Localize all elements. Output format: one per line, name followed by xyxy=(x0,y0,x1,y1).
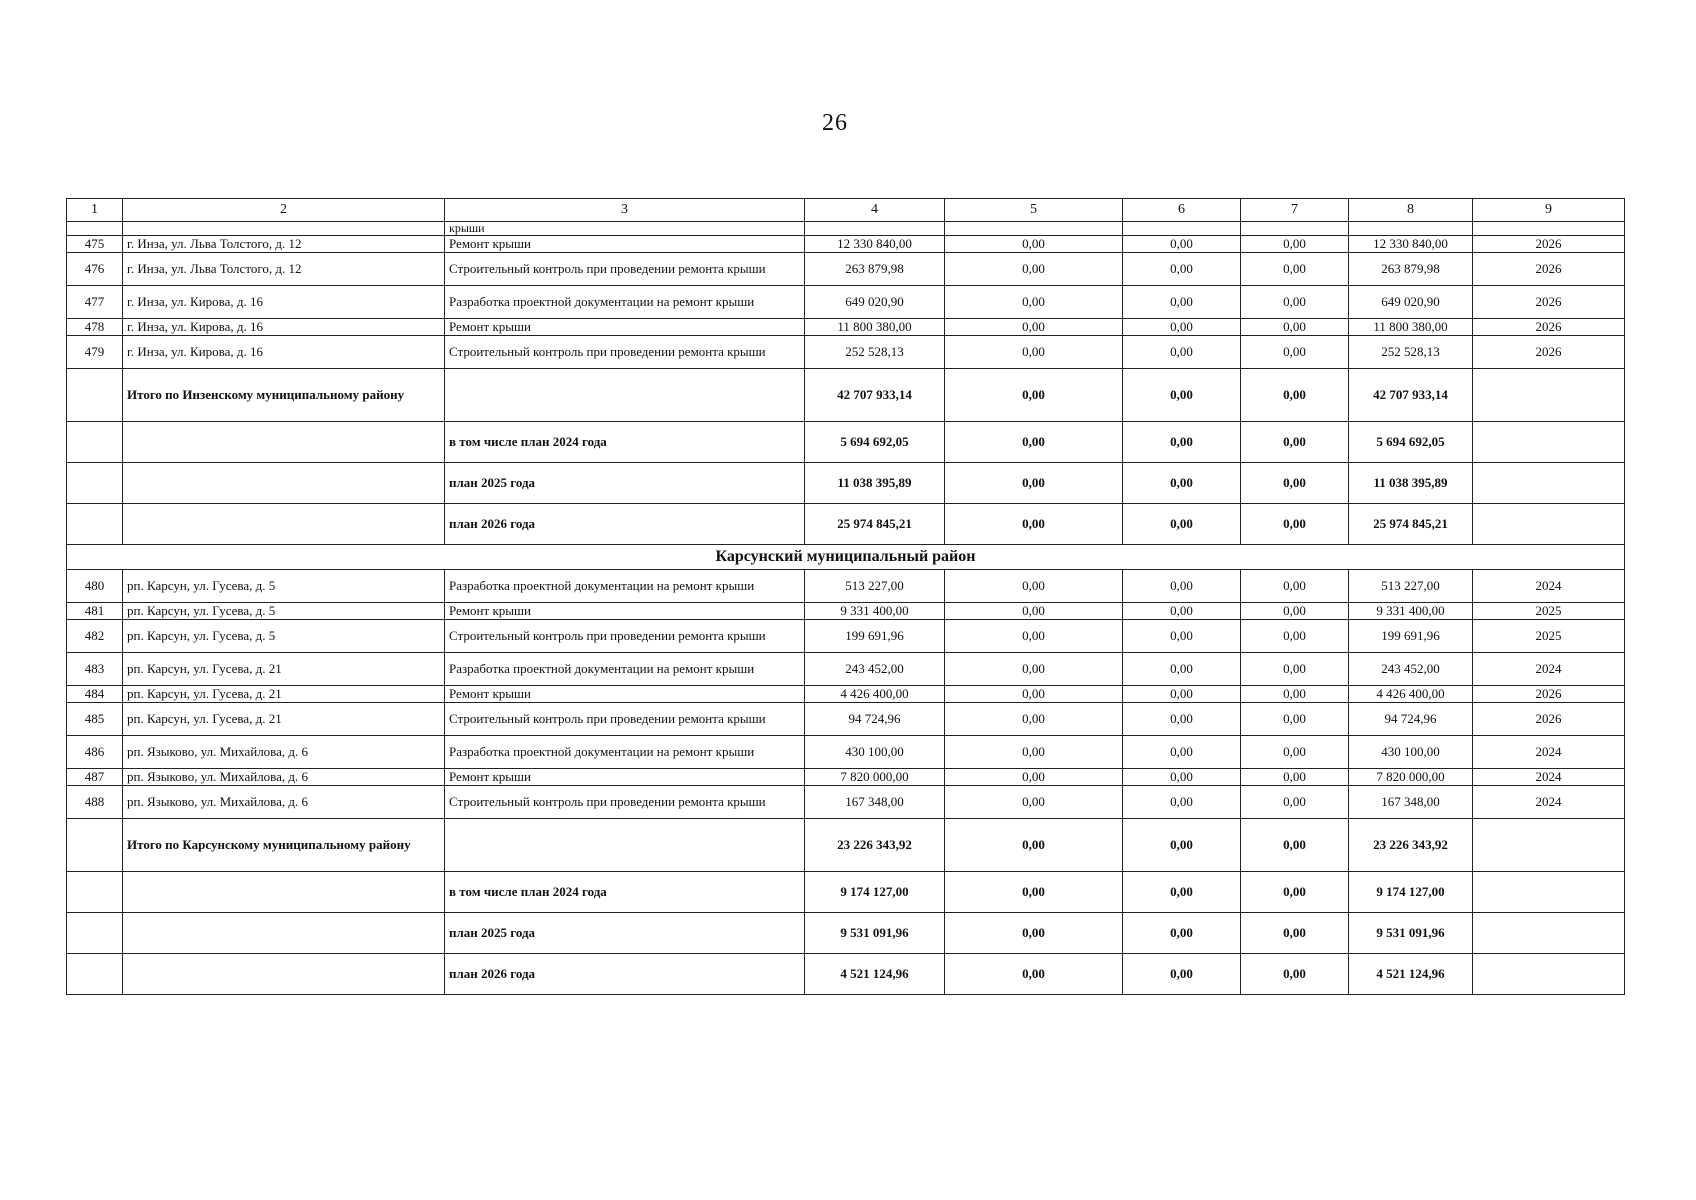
amount-total-cell: 12 330 840,00 xyxy=(805,236,945,253)
plan-label: план 2025 года xyxy=(445,913,805,954)
table-row xyxy=(67,686,1625,703)
amount-total-cell: 513 227,00 xyxy=(805,570,945,603)
plan-amount-cell: 0,00 xyxy=(1241,422,1349,463)
amount-fund-cell: 199 691,96 xyxy=(1349,620,1473,653)
empty-cell xyxy=(123,913,445,954)
plan-amount-cell: 9 174 127,00 xyxy=(805,872,945,913)
work-type-cell: Ремонт крыши xyxy=(445,236,805,253)
plan-label: план 2026 года xyxy=(445,504,805,545)
amount-cell: 0,00 xyxy=(1241,570,1349,603)
row-number: 476 xyxy=(67,253,123,286)
address-cell: г. Инза, ул. Льва Толстого, д. 12 xyxy=(123,236,445,253)
plan-label: план 2025 года xyxy=(445,463,805,504)
plan-amount-cell: 5 694 692,05 xyxy=(1349,422,1473,463)
address-cell: г. Инза, ул. Кирова, д. 16 xyxy=(123,319,445,336)
address-cell: рп. Карсун, ул. Гусева, д. 5 xyxy=(123,570,445,603)
address-cell: г. Инза, ул. Кирова, д. 16 xyxy=(123,286,445,319)
empty-cell xyxy=(1473,463,1625,504)
row-number: 483 xyxy=(67,653,123,686)
amount-total-cell: 4 426 400,00 xyxy=(805,686,945,703)
amount-cell: 0,00 xyxy=(1123,703,1241,736)
plan-amount-cell: 11 038 395,89 xyxy=(1349,463,1473,504)
amount-total-cell: 7 820 000,00 xyxy=(805,769,945,786)
amount-cell: 0,00 xyxy=(1123,620,1241,653)
row-number: 486 xyxy=(67,736,123,769)
plan-amount-cell: 0,00 xyxy=(1123,422,1241,463)
amount-cell: 0,00 xyxy=(1241,653,1349,686)
plan-amount-cell: 0,00 xyxy=(1241,463,1349,504)
total-row xyxy=(67,369,1625,422)
amount-cell: 0,00 xyxy=(945,786,1123,819)
empty-cell xyxy=(67,913,123,954)
continued-text: крыши xyxy=(445,222,805,236)
year-cell: 2025 xyxy=(1473,620,1625,653)
plan-amount-cell: 0,00 xyxy=(945,504,1123,545)
empty-cell xyxy=(123,872,445,913)
amount-total-cell: 167 348,00 xyxy=(805,786,945,819)
amount-total-cell: 263 879,98 xyxy=(805,253,945,286)
amount-cell: 0,00 xyxy=(945,319,1123,336)
amount-fund-cell: 4 426 400,00 xyxy=(1349,686,1473,703)
year-cell: 2026 xyxy=(1473,286,1625,319)
amount-total-cell: 252 528,13 xyxy=(805,336,945,369)
table-row xyxy=(67,769,1625,786)
amount-cell: 0,00 xyxy=(1123,786,1241,819)
total-amount-cell: 0,00 xyxy=(945,819,1123,872)
plan-amount-cell: 0,00 xyxy=(1123,463,1241,504)
plan-row xyxy=(67,954,1625,995)
total-amount-cell: 0,00 xyxy=(1123,369,1241,422)
plan-label: в том числе план 2024 года xyxy=(445,872,805,913)
address-cell: рп. Карсун, ул. Гусева, д. 21 xyxy=(123,653,445,686)
total-amount-cell: 0,00 xyxy=(1241,369,1349,422)
year-cell: 2025 xyxy=(1473,603,1625,620)
empty-cell xyxy=(67,463,123,504)
amount-cell: 0,00 xyxy=(1123,570,1241,603)
address-cell: рп. Карсун, ул. Гусева, д. 5 xyxy=(123,620,445,653)
empty-cell xyxy=(67,954,123,995)
amount-cell: 0,00 xyxy=(945,603,1123,620)
work-type-cell: Строительный контроль при проведении ремонта крыши xyxy=(445,620,805,653)
plan-amount-cell: 0,00 xyxy=(1123,954,1241,995)
row-number: 475 xyxy=(67,236,123,253)
plan-amount-cell: 0,00 xyxy=(1123,504,1241,545)
plan-row xyxy=(67,422,1625,463)
amount-fund-cell: 11 800 380,00 xyxy=(1349,319,1473,336)
plan-amount-cell: 0,00 xyxy=(1123,872,1241,913)
empty-cell xyxy=(1473,913,1625,954)
work-type-cell: Ремонт крыши xyxy=(445,603,805,620)
plan-amount-cell: 25 974 845,21 xyxy=(1349,504,1473,545)
year-cell: 2026 xyxy=(1473,319,1625,336)
empty-cell xyxy=(67,872,123,913)
table-row xyxy=(67,236,1625,253)
amount-cell: 0,00 xyxy=(1241,603,1349,620)
amount-cell: 0,00 xyxy=(945,686,1123,703)
empty-cell xyxy=(445,819,805,872)
amount-fund-cell: 252 528,13 xyxy=(1349,336,1473,369)
amount-fund-cell: 430 100,00 xyxy=(1349,736,1473,769)
table-row xyxy=(67,253,1625,286)
address-cell: г. Инза, ул. Льва Толстого, д. 12 xyxy=(123,253,445,286)
year-cell: 2024 xyxy=(1473,786,1625,819)
empty-cell xyxy=(123,422,445,463)
plan-amount-cell: 9 531 091,96 xyxy=(805,913,945,954)
plan-amount-cell: 0,00 xyxy=(945,422,1123,463)
amount-cell: 0,00 xyxy=(945,336,1123,369)
amount-cell: 0,00 xyxy=(1123,253,1241,286)
work-type-cell: Ремонт крыши xyxy=(445,319,805,336)
work-type-cell: Разработка проектной документации на ремонт крыши xyxy=(445,570,805,603)
address-cell: рп. Языково, ул. Михайлова, д. 6 xyxy=(123,786,445,819)
karsun-summary xyxy=(67,819,1625,995)
amount-cell: 0,00 xyxy=(1123,736,1241,769)
plan-amount-cell: 0,00 xyxy=(1241,954,1349,995)
plan-amount-cell: 0,00 xyxy=(1123,913,1241,954)
year-cell: 2024 xyxy=(1473,570,1625,603)
empty-cell xyxy=(123,504,445,545)
address-cell: рп. Карсун, ул. Гусева, д. 21 xyxy=(123,686,445,703)
amount-fund-cell: 12 330 840,00 xyxy=(1349,236,1473,253)
amount-fund-cell: 7 820 000,00 xyxy=(1349,769,1473,786)
amount-cell: 0,00 xyxy=(945,736,1123,769)
column-header: 3 xyxy=(445,199,805,222)
empty-cell xyxy=(123,463,445,504)
amount-cell: 0,00 xyxy=(945,703,1123,736)
table-row xyxy=(67,570,1625,603)
work-type-cell: Строительный контроль при проведении ремонта крыши xyxy=(445,336,805,369)
table-row xyxy=(67,286,1625,319)
empty-cell xyxy=(1473,504,1625,545)
plan-amount-cell: 0,00 xyxy=(945,872,1123,913)
row-number: 479 xyxy=(67,336,123,369)
plan-amount-cell: 5 694 692,05 xyxy=(805,422,945,463)
amount-fund-cell: 263 879,98 xyxy=(1349,253,1473,286)
work-type-cell: Ремонт крыши xyxy=(445,769,805,786)
row-number: 485 xyxy=(67,703,123,736)
address-cell: рп. Языково, ул. Михайлова, д. 6 xyxy=(123,769,445,786)
address-cell: г. Инза, ул. Кирова, д. 16 xyxy=(123,336,445,369)
year-cell: 2024 xyxy=(1473,769,1625,786)
empty-cell xyxy=(67,369,123,422)
amount-cell: 0,00 xyxy=(1241,786,1349,819)
column-header: 1 xyxy=(67,199,123,222)
district-heading-row xyxy=(67,545,1625,570)
amount-cell: 0,00 xyxy=(1123,336,1241,369)
table-row xyxy=(67,703,1625,736)
amount-cell: 0,00 xyxy=(945,236,1123,253)
plan-row xyxy=(67,913,1625,954)
amount-cell: 0,00 xyxy=(945,769,1123,786)
row-number: 478 xyxy=(67,319,123,336)
row-number: 477 xyxy=(67,286,123,319)
row-number: 480 xyxy=(67,570,123,603)
row-number: 481 xyxy=(67,603,123,620)
empty-cell xyxy=(67,504,123,545)
plan-amount-cell: 0,00 xyxy=(945,954,1123,995)
amount-total-cell: 430 100,00 xyxy=(805,736,945,769)
total-amount-cell: 23 226 343,92 xyxy=(805,819,945,872)
plan-row xyxy=(67,504,1625,545)
inza-summary xyxy=(67,369,1625,545)
plan-amount-cell: 0,00 xyxy=(945,913,1123,954)
plan-row xyxy=(67,463,1625,504)
plan-label: в том числе план 2024 года xyxy=(445,422,805,463)
year-cell: 2026 xyxy=(1473,253,1625,286)
empty-cell xyxy=(1473,422,1625,463)
continued-row xyxy=(67,222,1625,236)
amount-fund-cell: 94 724,96 xyxy=(1349,703,1473,736)
work-type-cell: Строительный контроль при проведении ремонта крыши xyxy=(445,253,805,286)
address-cell: рп. Карсун, ул. Гусева, д. 21 xyxy=(123,703,445,736)
empty-cell xyxy=(445,369,805,422)
amount-cell: 0,00 xyxy=(1241,769,1349,786)
address-cell: рп. Карсун, ул. Гусева, д. 5 xyxy=(123,603,445,620)
plan-amount-cell: 9 531 091,96 xyxy=(1349,913,1473,954)
plan-amount-cell: 0,00 xyxy=(945,463,1123,504)
amount-cell: 0,00 xyxy=(1123,686,1241,703)
column-header: 9 xyxy=(1473,199,1625,222)
table-row xyxy=(67,603,1625,620)
plan-amount-cell: 25 974 845,21 xyxy=(805,504,945,545)
page-number: 26 xyxy=(822,110,848,136)
column-header: 2 xyxy=(123,199,445,222)
amount-cell: 0,00 xyxy=(1241,253,1349,286)
amount-fund-cell: 513 227,00 xyxy=(1349,570,1473,603)
empty-cell xyxy=(123,954,445,995)
amount-cell: 0,00 xyxy=(1123,653,1241,686)
empty-cell xyxy=(1473,369,1625,422)
row-number: 484 xyxy=(67,686,123,703)
total-amount-cell: 0,00 xyxy=(1241,819,1349,872)
plan-amount-cell: 0,00 xyxy=(1241,504,1349,545)
plan-row xyxy=(67,872,1625,913)
column-header: 8 xyxy=(1349,199,1473,222)
work-type-cell: Строительный контроль при проведении ремонта крыши xyxy=(445,703,805,736)
total-amount-cell: 23 226 343,92 xyxy=(1349,819,1473,872)
column-header: 4 xyxy=(805,199,945,222)
table-row xyxy=(67,736,1625,769)
total-label: Итого по Карсунскому муниципальному району xyxy=(123,819,445,872)
year-cell: 2026 xyxy=(1473,686,1625,703)
row-number: 487 xyxy=(67,769,123,786)
total-amount-cell: 42 707 933,14 xyxy=(805,369,945,422)
year-cell: 2024 xyxy=(1473,736,1625,769)
amount-cell: 0,00 xyxy=(1241,286,1349,319)
plan-amount-cell: 0,00 xyxy=(1241,913,1349,954)
amount-cell: 0,00 xyxy=(945,620,1123,653)
amount-fund-cell: 9 331 400,00 xyxy=(1349,603,1473,620)
plan-label: план 2026 года xyxy=(445,954,805,995)
work-type-cell: Разработка проектной документации на ремонт крыши xyxy=(445,736,805,769)
table-row xyxy=(67,653,1625,686)
empty-cell xyxy=(1473,872,1625,913)
empty-cell xyxy=(1473,954,1625,995)
plan-amount-cell: 0,00 xyxy=(1241,872,1349,913)
amount-cell: 0,00 xyxy=(1241,703,1349,736)
table-row xyxy=(67,620,1625,653)
amount-cell: 0,00 xyxy=(945,286,1123,319)
amount-total-cell: 649 020,90 xyxy=(805,286,945,319)
column-header: 6 xyxy=(1123,199,1241,222)
table-row xyxy=(67,319,1625,336)
amount-cell: 0,00 xyxy=(945,253,1123,286)
inza-rows xyxy=(67,236,1625,369)
amount-cell: 0,00 xyxy=(1241,620,1349,653)
amount-total-cell: 94 724,96 xyxy=(805,703,945,736)
amount-total-cell: 199 691,96 xyxy=(805,620,945,653)
work-type-cell: Разработка проектной документации на ремонт крыши xyxy=(445,653,805,686)
plan-amount-cell: 11 038 395,89 xyxy=(805,463,945,504)
row-number: 488 xyxy=(67,786,123,819)
address-cell: рп. Языково, ул. Михайлова, д. 6 xyxy=(123,736,445,769)
empty-cell xyxy=(67,819,123,872)
total-amount-cell: 0,00 xyxy=(1123,819,1241,872)
amount-cell: 0,00 xyxy=(1123,286,1241,319)
work-type-cell: Разработка проектной документации на ремонт крыши xyxy=(445,286,805,319)
total-amount-cell: 0,00 xyxy=(945,369,1123,422)
amount-cell: 0,00 xyxy=(945,570,1123,603)
amount-cell: 0,00 xyxy=(1241,336,1349,369)
plan-amount-cell: 9 174 127,00 xyxy=(1349,872,1473,913)
total-label: Итого по Инзенскому муниципальному району xyxy=(123,369,445,422)
column-header: 5 xyxy=(945,199,1123,222)
amount-cell: 0,00 xyxy=(1123,769,1241,786)
total-amount-cell: 42 707 933,14 xyxy=(1349,369,1473,422)
amount-cell: 0,00 xyxy=(1123,319,1241,336)
plan-amount-cell: 4 521 124,96 xyxy=(805,954,945,995)
amount-fund-cell: 243 452,00 xyxy=(1349,653,1473,686)
row-number: 482 xyxy=(67,620,123,653)
year-cell: 2026 xyxy=(1473,336,1625,369)
karsun-rows xyxy=(67,570,1625,819)
year-cell: 2024 xyxy=(1473,653,1625,686)
amount-cell: 0,00 xyxy=(1241,236,1349,253)
column-header: 7 xyxy=(1241,199,1349,222)
amount-cell: 0,00 xyxy=(945,653,1123,686)
total-row xyxy=(67,819,1625,872)
repair-program-table xyxy=(66,198,1625,995)
amount-cell: 0,00 xyxy=(1241,319,1349,336)
amount-total-cell: 11 800 380,00 xyxy=(805,319,945,336)
column-number-header xyxy=(67,199,1625,222)
amount-fund-cell: 167 348,00 xyxy=(1349,786,1473,819)
work-type-cell: Строительный контроль при проведении ремонта крыши xyxy=(445,786,805,819)
amount-cell: 0,00 xyxy=(1241,686,1349,703)
table-row xyxy=(67,786,1625,819)
amount-total-cell: 9 331 400,00 xyxy=(805,603,945,620)
work-type-cell: Ремонт крыши xyxy=(445,686,805,703)
amount-cell: 0,00 xyxy=(1123,603,1241,620)
amount-fund-cell: 649 020,90 xyxy=(1349,286,1473,319)
district-heading: Карсунский муниципальный район xyxy=(67,545,1625,570)
amount-cell: 0,00 xyxy=(1123,236,1241,253)
year-cell: 2026 xyxy=(1473,703,1625,736)
plan-amount-cell: 4 521 124,96 xyxy=(1349,954,1473,995)
empty-cell xyxy=(67,422,123,463)
table-row xyxy=(67,336,1625,369)
amount-total-cell: 243 452,00 xyxy=(805,653,945,686)
empty-cell xyxy=(1473,819,1625,872)
amount-cell: 0,00 xyxy=(1241,736,1349,769)
year-cell: 2026 xyxy=(1473,236,1625,253)
